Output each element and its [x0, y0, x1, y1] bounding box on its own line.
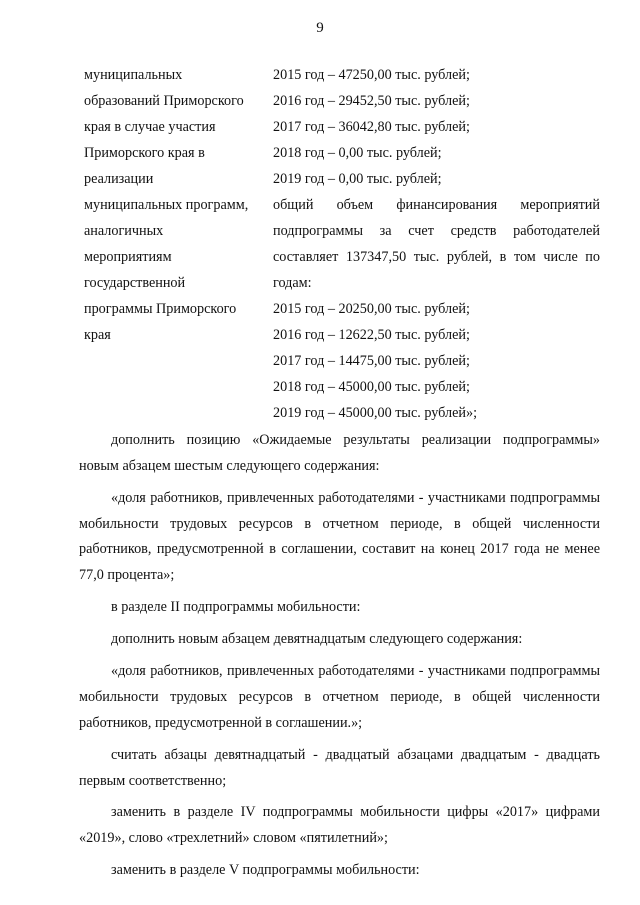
left-column-line: государственной	[84, 275, 186, 291]
left-column-line: края	[84, 327, 111, 343]
table-left-column	[84, 62, 269, 348]
funding-year-line: 2019 год – 45000,00 тыс. рублей»;	[273, 405, 478, 421]
body-paragraph: дополнить позицию «Ожидаемые результаты реализации подпрограммы» новым абзацем шестым следующего содержания:	[79, 432, 600, 474]
left-column-line: аналогичных	[84, 223, 164, 239]
funding-year-line: 2015 год – 20250,00 тыс. рублей;	[273, 301, 470, 317]
left-column-line: мероприятиям	[84, 249, 172, 265]
left-column-line: муниципальных	[84, 67, 183, 83]
page-number: 9	[316, 20, 324, 36]
funding-year-line: 2018 год – 0,00 тыс. рублей;	[273, 145, 442, 161]
body-paragraph: в разделе II подпрограммы мобильности:	[111, 599, 361, 616]
left-column-line: муниципальных программ,	[84, 197, 249, 213]
employers-funding-paragraph: общий объем финансирования мероприятий подпрограммы за счет средств работодателей составляет 137347,50 тыс. рублей, в том числе по годам:	[273, 197, 600, 291]
funding-year-line: 2015 год – 47250,00 тыс. рублей;	[273, 67, 470, 83]
document-body	[79, 428, 600, 890]
left-column-line: реализации	[84, 171, 154, 187]
left-column-line: края в случае участия	[84, 119, 216, 135]
funding-year-line: 2017 год – 14475,00 тыс. рублей;	[273, 353, 470, 369]
body-paragraph: заменить в разделе IV подпрограммы мобильности цифры «2017» цифрами «2019», слово «трехлетний» словом «пятилетний»;	[79, 804, 600, 847]
funding-year-line: 2018 год – 45000,00 тыс. рублей;	[273, 379, 470, 395]
funding-year-line: 2016 год – 12622,50 тыс. рублей;	[273, 327, 470, 343]
body-paragraph: «доля работников, привлеченных работодателями - участниками подпрограммы мобильности трудовых ресурсов в отчетном периоде, в общей численности работников, предусмотренной в соглашении.»;	[79, 663, 600, 731]
body-paragraph: заменить в разделе V подпрограммы мобильности:	[111, 862, 420, 879]
body-paragraph: считать абзацы девятнадцатый - двадцатый абзацами двадцатым - двадцать первым соответственно;	[79, 746, 600, 789]
left-column-line: образований Приморского	[84, 93, 244, 109]
funding-year-line: 2017 год – 36042,80 тыс. рублей;	[273, 119, 470, 135]
body-paragraph: дополнить новым абзацем девятнадцатым следующего содержания:	[111, 631, 523, 648]
left-column-line: программы Приморского	[84, 301, 237, 317]
left-column-line: Приморского края в	[84, 145, 205, 161]
body-paragraph: «доля работников, привлеченных работодателями - участниками подпрограммы мобильности трудовых ресурсов в отчетном периоде, в общей численности работников, предусмотренной в соглашении, составит на конец 2017 года не менее 77,0 процента»;	[79, 489, 600, 584]
funding-year-line: 2016 год – 29452,50 тыс. рублей;	[273, 93, 470, 109]
table-right-column	[273, 62, 600, 426]
funding-year-line: 2019 год – 0,00 тыс. рублей;	[273, 171, 442, 187]
